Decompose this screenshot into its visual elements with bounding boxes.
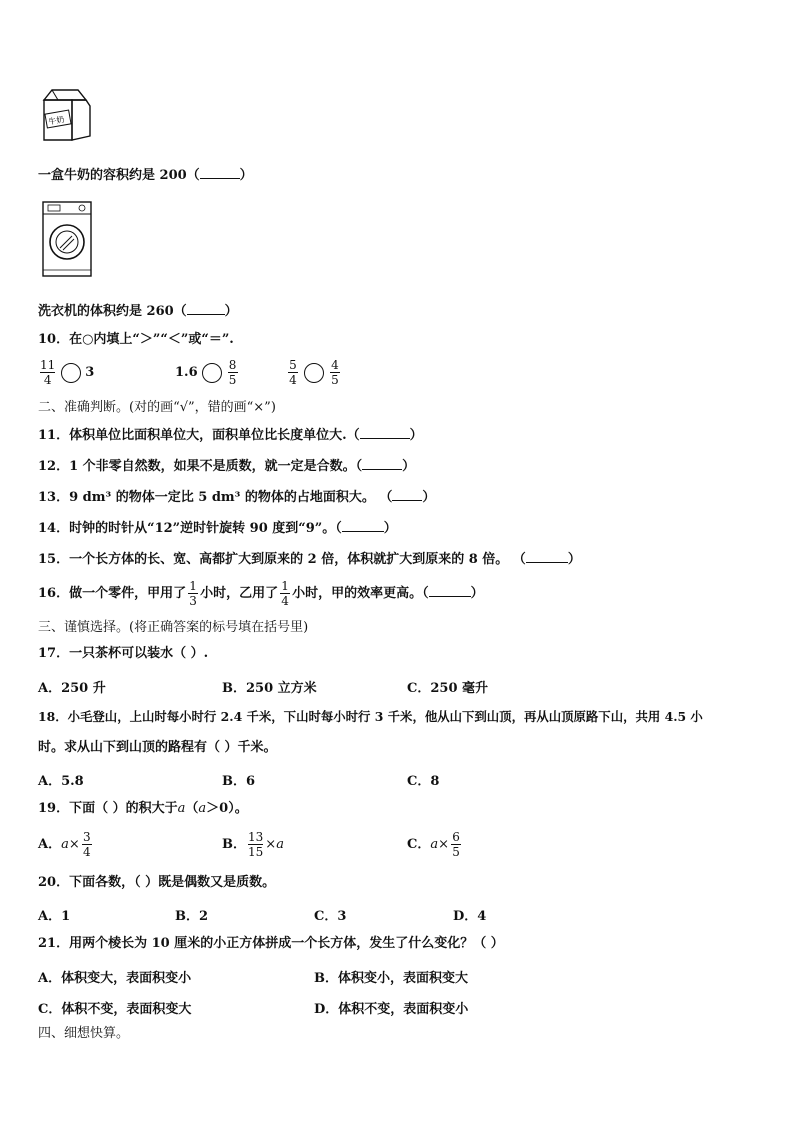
q12: 12．1 个非零自然数，如果不是质数，就一定是合数。（ ） — [38, 459, 416, 474]
compare-circle[interactable] — [61, 363, 81, 383]
answer-blank[interactable] — [526, 550, 568, 563]
q10-item-a: $\frac{11}{4}$ 3 — [40, 358, 95, 387]
q20-option-d[interactable]: D．4 — [453, 909, 487, 924]
washing-machine-image — [40, 200, 94, 280]
milk-label: 牛奶 — [47, 115, 65, 127]
answer-blank[interactable] — [200, 166, 240, 179]
washer-question: 洗衣机的体积约是 260（ ） — [38, 304, 238, 319]
section-4-heading: 四、细想快算。 — [38, 1026, 130, 1041]
answer-blank[interactable] — [392, 488, 422, 501]
answer-blank[interactable] — [360, 426, 410, 439]
q18-stem-line2: 时。求从山下到山顶的路程有（ ）千米。 — [38, 740, 277, 755]
section-3-heading: 三、谨慎选择。(将正确答案的标号填在括号里) — [38, 620, 309, 635]
q18-option-b[interactable]: B．6 — [222, 774, 256, 789]
q17-option-a[interactable]: A．250 升 — [38, 681, 106, 696]
q10-item-b: 1.6 $\frac{8}{5}$ — [175, 358, 237, 387]
answer-blank[interactable] — [362, 457, 402, 470]
compare-circle[interactable] — [304, 363, 324, 383]
q20-stem: 20．下面各数，（ ）既是偶数又是质数。 — [38, 875, 276, 890]
q18-option-a[interactable]: A．5.8 — [38, 774, 84, 789]
answer-blank[interactable] — [187, 302, 225, 315]
q17-stem: 17．一只茶杯可以装水（ ）. — [38, 646, 209, 661]
compare-circle[interactable] — [202, 363, 222, 383]
q18-option-c[interactable]: C．8 — [407, 774, 440, 789]
q17-option-c[interactable]: C．250 毫升 — [407, 681, 489, 696]
milk-carton-image — [38, 86, 96, 144]
milk-question: 一盒牛奶的容积约是 200（ ） — [38, 168, 253, 183]
q15: 15．一个长方体的长、宽、高都扩大到原来的 2 倍，体积就扩大到原来的 8 倍。 （ ） — [38, 552, 581, 567]
q20-option-a[interactable]: A．1 — [38, 909, 71, 924]
q19-option-c[interactable]: C．a× $\frac{6}{5}$ — [407, 830, 460, 859]
q10-item-c: $\frac{5}{4}$ $\frac{4}{5}$ — [289, 358, 339, 387]
q11: 11．体积单位比面积单位大，面积单位比长度单位大.（ ） — [38, 428, 423, 443]
q17-option-b[interactable]: B．250 立方米 — [222, 681, 317, 696]
q20-option-c[interactable]: C．3 — [314, 909, 347, 924]
q10-stem: 10．在○内填上“＞”“＜”或“＝”. — [38, 332, 234, 347]
q20-option-b[interactable]: B．2 — [175, 909, 209, 924]
answer-blank[interactable] — [342, 519, 384, 532]
q19-option-a[interactable]: A．a× $\frac{3}{4}$ — [38, 830, 91, 859]
section-2-heading: 二、准确判断。(对的画“√”，错的画“×”) — [38, 400, 276, 415]
q21-stem: 21．用两个棱长为 10 厘米的小正方体拼成一个长方体，发生了什么变化？（ ） — [38, 936, 504, 951]
q21-option-c[interactable]: C．体积不变，表面积变大 — [38, 1002, 192, 1017]
q14: 14．时钟的时针从“12”逆时针旋转 90 度到“9”。（ ） — [38, 521, 397, 536]
answer-blank[interactable] — [429, 584, 471, 597]
q19-option-b[interactable]: B． $\frac{13}{15}$ ×a — [222, 830, 284, 859]
q19-stem: 19．下面（ ）的积大于a（a＞0）。 — [38, 801, 248, 816]
q21-option-a[interactable]: A．体积变大，表面积变小 — [38, 971, 192, 986]
q13: 13．9 dm³ 的物体一定比 5 dm³ 的物体的占地面积大。 （ ） — [38, 490, 436, 505]
q16: 16．做一个零件，甲用了 $\frac{1}{3}$ 小时，乙用了 $\frac{1}{4}$ 小时，甲的效率更高。（ ） — [38, 579, 484, 608]
q18-stem-line1: 18．小毛登山，上山时每小时行 2.4 千米，下山时每小时行 3 千米，他从山下到山顶，再从山顶原路下山，共用 4.5 小 — [38, 709, 703, 724]
q21-option-d[interactable]: D．体积不变，表面积变小 — [314, 1002, 469, 1017]
q21-option-b[interactable]: B．体积变小，表面积变大 — [314, 971, 468, 986]
